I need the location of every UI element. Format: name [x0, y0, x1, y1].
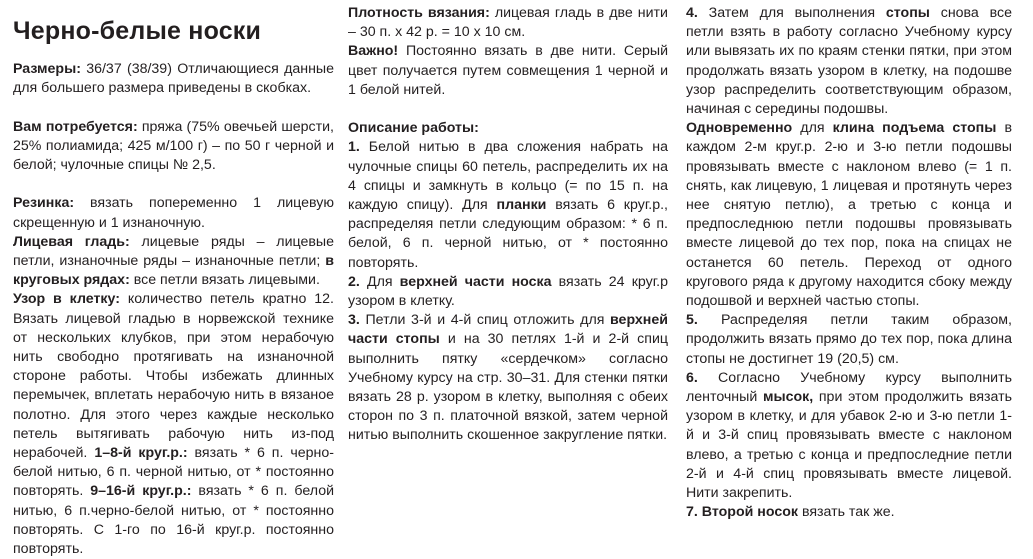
text-run: для: [792, 120, 833, 137]
bold-text: Вам потребуется:: [13, 118, 138, 135]
text-run: Петли 3-й и 4-й спиц отложить для: [359, 312, 611, 329]
bold-text: 6.: [686, 369, 698, 386]
bold-text: Второй носок: [701, 504, 798, 521]
text-run: и на 30 петлях 1-й и 2-й спиц выполнить пятку «сердечком» согласно Учебному курсу на стр. 30–31. Для стенки пятки вязать 28 р. узором в клетку, выполняя с обеих сторон по 3 п. платочной вязкой, затем черной нитью выполнить скошенное закругление пятки.: [348, 331, 669, 444]
paragraph-step1: [348, 138, 668, 272]
paragraph-check-pattern: [13, 290, 334, 559]
bold-text: Узор в клетку:: [13, 291, 120, 308]
bold-text: 7.: [686, 504, 698, 521]
bold-text: Лицевая гладь:: [13, 233, 130, 250]
paragraph-gauge: [348, 4, 668, 42]
text-run: вязать * 6 п. черно-белой нитью, 6 п. черной нитью, от * постоянно повторять.: [13, 445, 334, 500]
bold-text: Резинка:: [13, 195, 75, 212]
column-3-body: [686, 4, 1012, 522]
text-run: Белой нитью в два сложения набрать на чулочные спицы 60 петель, распределить их на 4 спицы и замкнуть в кольцо (= по 15 п. на каждую спицу). Для: [348, 139, 668, 214]
bold-text: в круговых рядах:: [13, 253, 334, 289]
paragraph-materials: [13, 118, 334, 176]
paragraph-step3: [348, 311, 668, 445]
text-run: Распределяя петли таким образом, продолжить вязать прямо до тех пор, пока длина стопы не достигнет 19 (20,5) см.: [686, 312, 1012, 367]
text-run: 36/37 (38/39) Отличающиеся данные для большего размера приведены в скобках.: [13, 61, 334, 97]
column-3: [686, 4, 1012, 522]
paragraph-step7: [686, 503, 1012, 522]
text-run: в каждом 2-м круг.р. 2-ю и 3-ю петли подошвы провязывать вместе с наклоном влево (= 1 п. снять, как лицевую, 1 лицевая и протянуть через нее снятую петлю), а третью с конца и предпоследнюю петли подошвы провязывать вместе лицевой до тех пор, пока на спицах не останется 60 петель. Переход от одного кругового ряда к другому находится сбоку между подошвой и верхней частью стопы.: [686, 120, 1012, 310]
text-run: снова все петли взять в работу согласно Учебному курсу или вывязать их по краям стенки пятки, при этом продолжать вязать узором в клетку, на подошве узор распределить соответствующим образом, начиная с середины подошвы.: [686, 5, 1012, 118]
text-run: Для: [359, 273, 400, 290]
bold-text: Размеры:: [13, 61, 81, 77]
text-run: при этом продолжить вязать узором в клетку, и для убавок 2-ю и 3-ю петли 1-й и 3-й спиц провязывать вместе с наклоном влево, а третью с конца и предпоследние петли 2-й и 4-й спиц провязывать вместе лицевой. Нити закрепить.: [686, 389, 1012, 502]
text-run: вязать попеременно 1 лицевую скрещенную и 1 изнаночную.: [13, 195, 334, 231]
paragraph-step2: [348, 273, 668, 311]
bold-text: Важно!: [348, 43, 399, 60]
text-run: вязать * 6 п. белой нитью, 6 п.черно-белой нитью, от * постоянно повторять. С 1-го по 16-й круг.р. постоянно повторять.: [13, 483, 335, 558]
column-2-body: [348, 4, 668, 446]
bold-text: стопы: [885, 5, 930, 21]
text-run: все петли вязать лицевыми.: [129, 272, 320, 289]
column-2: [348, 4, 668, 446]
paragraph-step6: [686, 369, 1012, 503]
bold-text: мысок,: [762, 389, 814, 406]
bold-text: 9–16-й круг.р.:: [90, 483, 192, 500]
bold-text: 1.: [348, 139, 360, 156]
text-run: Постоянно вязать в две нити. Серый цвет получается путем совмещения 1 черной и 1 белой нитей.: [348, 43, 668, 98]
paragraph-step5: [686, 311, 1012, 369]
bold-text: клина подъема стопы: [832, 120, 997, 137]
text-run: вязать так же.: [798, 504, 895, 521]
text-run: пряжа (75% овечьей шерсти, 25% полиамида; 425 м/100 г) – по 50 г черной и белой; чулочные спицы № 2,5.: [13, 118, 334, 173]
text-run: вязать 24 круг.р узором в клетку.: [348, 273, 669, 310]
text-run: вязать 6 круг.р., распределяя петли следующим образом: * 6 п. белой, 6 п. черной нитью, от * постоянно повторять.: [348, 197, 668, 271]
paragraph-step4: [686, 4, 1012, 119]
bold-text: верхней части носка: [399, 273, 552, 290]
bold-text: Плотность вязания:: [348, 5, 490, 21]
paragraph-stockinette: [13, 233, 334, 291]
paragraph-description-heading: [348, 119, 668, 138]
bold-text: 1–8-й круг.р.:: [94, 445, 188, 462]
paragraph-step4b: [686, 119, 1012, 311]
text-run: количество петель кратно 12. Вязать лицевой гладью в норвежской технике от нескольких клубков, при этом нерабочую нить свободно протягивать на изнаночной стороне работы. Чтобы избежать длинных перемычек, вплетать нерабочую нить в вязаное полотно. Для этого через каждые несколько петель вытягивать рабочую нить из-под нерабочей.: [13, 291, 334, 462]
bold-text: Описание работы:: [348, 120, 479, 137]
bold-text: 2.: [348, 273, 360, 290]
paragraph-sizes: [13, 60, 334, 98]
bold-text: 4.: [686, 5, 698, 21]
bold-text: 3.: [348, 312, 360, 329]
article-title: Черно-белые носки: [13, 17, 262, 45]
text-run: лицевая гладь в две нити – 30 п. х 42 р. = 10 х 10 см.: [348, 5, 668, 41]
text-run: лицевые ряды – лицевые петли, изнаночные ряды – изнаночные петли;: [13, 233, 334, 269]
bold-text: Одновременно: [686, 120, 793, 137]
paragraph-rib: [13, 194, 334, 232]
bold-text: 5.: [686, 312, 698, 329]
paragraph-important: [348, 42, 668, 100]
text-run: Затем для выполнения: [697, 5, 886, 21]
column-1: [13, 4, 334, 559]
bold-text: верхней части стопы: [348, 312, 668, 348]
column-1-body: [13, 60, 334, 559]
bold-text: планки: [496, 197, 547, 214]
text-run: Согласно Учебному курсу выполнить ленточный: [686, 369, 1012, 406]
